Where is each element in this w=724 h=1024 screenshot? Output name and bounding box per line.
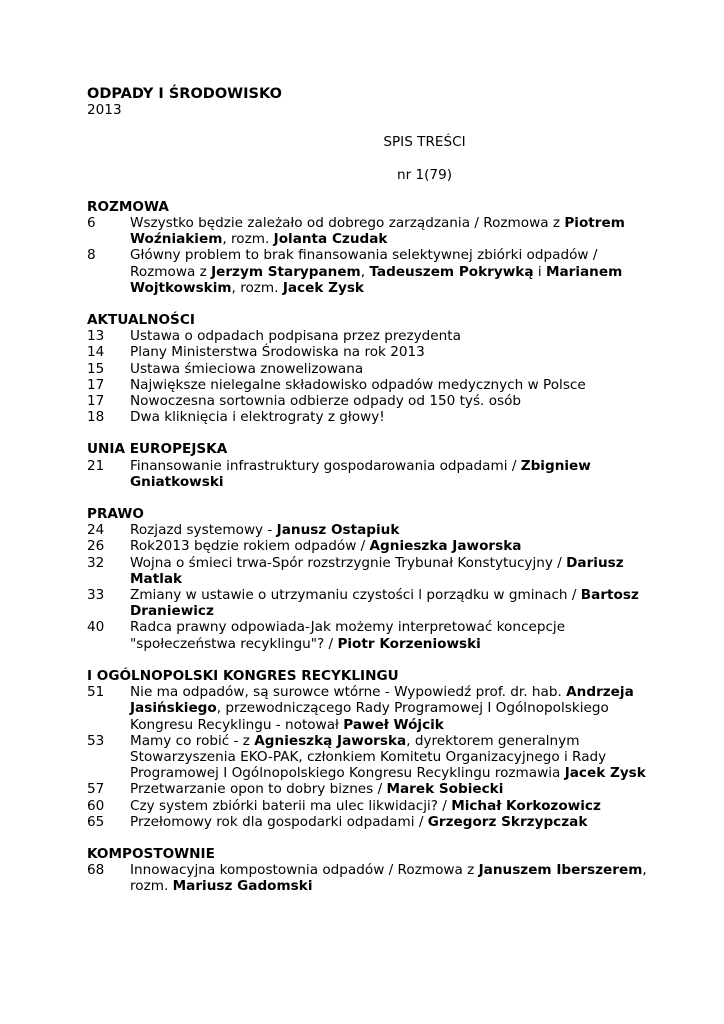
author-name: Andrzeja Jasińskiego bbox=[130, 684, 634, 717]
entry-text bbox=[130, 684, 647, 733]
page-number: 6 bbox=[87, 215, 96, 232]
toc-entry bbox=[87, 215, 647, 247]
entry-text-part: Rok2013 będzie rokiem odpadów / bbox=[130, 538, 370, 555]
page-number: 57 bbox=[87, 781, 105, 798]
page-number: 33 bbox=[87, 587, 105, 604]
entry-text bbox=[130, 328, 647, 344]
author-name: Marianem Wojtkowskim bbox=[130, 263, 623, 296]
toc-entry bbox=[87, 522, 647, 538]
page-number: 17 bbox=[87, 376, 105, 393]
entry-text bbox=[130, 522, 647, 538]
page-number: 18 bbox=[87, 409, 105, 426]
entry-text-part: , rozm. bbox=[231, 279, 283, 296]
entry-text-part: Wszystko będzie zależało od dobrego zarządzania / Rozmowa z bbox=[130, 215, 565, 232]
section-heading: ROZMOWA bbox=[87, 198, 169, 215]
toc-entry bbox=[87, 328, 647, 344]
entry-text bbox=[130, 798, 647, 814]
toc-entry bbox=[87, 409, 647, 425]
toc-entry bbox=[87, 733, 647, 782]
entry-text bbox=[130, 814, 647, 830]
document-page bbox=[87, 86, 647, 895]
entry-text bbox=[130, 393, 647, 409]
toc-entry bbox=[87, 458, 647, 490]
entry-text bbox=[130, 344, 647, 360]
page-number: 60 bbox=[87, 797, 105, 814]
entry-text bbox=[130, 733, 647, 782]
toc-entry bbox=[87, 538, 647, 554]
author-name: Jolanta Czudak bbox=[273, 231, 388, 248]
author-name: Piotr Korzeniowski bbox=[337, 635, 481, 652]
page-number: 53 bbox=[87, 732, 105, 749]
toc-entry bbox=[87, 619, 647, 651]
author-name: Paweł Wójcik bbox=[343, 716, 444, 733]
entry-text-part: , dyrektorem generalnym Stowarzyszenia EKO-PAK, członkiem Komitetu Organizacyjnego i Rady Programowej I Ogólnopolskiego Kongresu Recyklingu rozmawia bbox=[130, 732, 607, 782]
entry-text-part: Ustawa o odpadach podpisana przez prezydenta bbox=[130, 328, 461, 345]
entry-text bbox=[130, 587, 647, 619]
author-name: Michał Korkozowicz bbox=[451, 797, 601, 814]
author-name: Dariusz Matlak bbox=[130, 554, 624, 587]
entry-text bbox=[130, 862, 647, 894]
page-number: 15 bbox=[87, 360, 105, 377]
entry-text-part: Nowoczesna sortownia odbierze odpady od 150 tyś. osób bbox=[130, 393, 522, 410]
entry-text bbox=[130, 555, 647, 587]
entry-text bbox=[130, 458, 647, 490]
page-number: 17 bbox=[87, 393, 105, 410]
entry-text bbox=[130, 781, 647, 797]
table-of-contents bbox=[87, 199, 647, 895]
entry-text-part: Czy system zbiórki baterii ma ulec likwidacji? / bbox=[130, 797, 452, 814]
entry-text bbox=[130, 409, 647, 425]
author-name: Grzegorz Skrzypczak bbox=[427, 813, 588, 830]
entry-text-part: , przewodniczącego Rady Programowej I Ogólnopolskiego Kongresu Recyklingu - notował bbox=[130, 700, 609, 733]
toc-entry bbox=[87, 393, 647, 409]
toc-entry bbox=[87, 587, 647, 619]
entry-text bbox=[130, 538, 647, 554]
section-heading: PRAWO bbox=[87, 506, 144, 523]
entry-text-part: Dwa kliknięcia i elektrograty z głowy! bbox=[130, 409, 385, 426]
entry-text-part: Główny problem to brak finansowania selektywnej zbiórki odpadów / Rozmowa z bbox=[130, 247, 598, 280]
entry-text bbox=[130, 361, 647, 377]
toc-entry bbox=[87, 684, 647, 733]
entry-text-part: Przetwarzanie opon to dobry biznes / bbox=[130, 781, 387, 798]
entry-text bbox=[130, 215, 647, 247]
author-name: Januszem Iberszerem bbox=[478, 862, 643, 879]
page-number: 40 bbox=[87, 619, 105, 636]
section-heading: I OGÓLNOPOLSKI KONGRES RECYKLINGU bbox=[87, 667, 399, 684]
toc-entry bbox=[87, 814, 647, 830]
author-name: Marek Sobiecki bbox=[386, 781, 504, 798]
page-number: 32 bbox=[87, 554, 105, 571]
author-name: Janusz Ostapiuk bbox=[276, 522, 400, 539]
toc-label: SPIS TREŚCI bbox=[383, 134, 466, 151]
toc-entry bbox=[87, 781, 647, 797]
entry-text bbox=[130, 619, 647, 651]
entry-text-part: , rozm. bbox=[130, 862, 647, 895]
toc-entry bbox=[87, 247, 647, 296]
publication-title: ODPADY I ŚRODOWISKO bbox=[87, 86, 282, 102]
author-name: Jacek Zysk bbox=[564, 765, 646, 782]
toc-entry bbox=[87, 798, 647, 814]
entry-text-part: Rozjazd systemowy - bbox=[130, 522, 277, 539]
entry-text-part: Największe nielegalne składowisko odpadów medycznych w Polsce bbox=[130, 376, 586, 393]
entry-text-part: , bbox=[360, 263, 370, 280]
entry-text bbox=[130, 377, 647, 393]
publication-year: 2013 bbox=[87, 102, 122, 119]
entry-text-part: Radca prawny odpowiada-Jak możemy interpretować koncepcje "społeczeństwa recyklingu"? / bbox=[130, 619, 566, 652]
entry-text-part: Finansowanie infrastruktury gospodarowania odpadami / bbox=[130, 457, 521, 474]
entry-text-part: Plany Ministerstwa Środowiska na rok 2013 bbox=[130, 344, 425, 361]
page-number: 51 bbox=[87, 684, 105, 701]
toc-entry bbox=[87, 361, 647, 377]
page-number: 21 bbox=[87, 457, 105, 474]
author-name: Agnieszka Jaworska bbox=[369, 538, 522, 555]
entry-text bbox=[130, 247, 647, 296]
page-number: 13 bbox=[87, 328, 105, 345]
page-number: 68 bbox=[87, 862, 105, 879]
author-name: Mariusz Gadomski bbox=[172, 878, 313, 895]
entry-text-part: Innowacyjna kompostownia odpadów / Rozmowa z bbox=[130, 862, 479, 879]
section-heading: AKTUALNOŚCI bbox=[87, 312, 195, 329]
author-name: Bartosz Draniewicz bbox=[130, 587, 639, 620]
page-number: 14 bbox=[87, 344, 105, 361]
toc-entry bbox=[87, 555, 647, 587]
entry-text-part: Wojna o śmieci trwa-Spór rozstrzygnie Trybunał Konstytucyjny / bbox=[130, 554, 567, 571]
author-name: Agnieszką Jaworska bbox=[254, 732, 407, 749]
entry-text-part: Ustawa śmieciowa znowelizowana bbox=[130, 360, 364, 377]
author-name: Piotrem Woźniakiem bbox=[130, 215, 625, 248]
toc-entry bbox=[87, 862, 647, 894]
entry-text-part: Zmiany w ustawie o utrzymaniu czystości l porządku w gminach / bbox=[130, 587, 581, 604]
entry-text-part: i bbox=[533, 263, 546, 280]
issue-number: nr 1(79) bbox=[396, 166, 453, 183]
author-name: Tadeuszem Pokrywką bbox=[369, 263, 534, 280]
author-name: Jerzym Starypanem bbox=[211, 263, 361, 280]
page-number: 24 bbox=[87, 522, 105, 539]
entry-text-part: Nie ma odpadów, są surowce wtórne - Wypowiedź prof. dr. hab. bbox=[130, 684, 567, 701]
entry-text-part: , rozm. bbox=[222, 231, 274, 248]
toc-entry bbox=[87, 344, 647, 360]
page-number: 8 bbox=[87, 247, 96, 264]
section-heading: UNIA EUROPEJSKA bbox=[87, 441, 228, 458]
entry-text-part: Przełomowy rok dla gospodarki odpadami / bbox=[130, 813, 428, 830]
author-name: Jacek Zysk bbox=[282, 279, 364, 296]
page-number: 26 bbox=[87, 538, 105, 555]
page-number: 65 bbox=[87, 813, 105, 830]
entry-text-part: Mamy co robić - z bbox=[130, 732, 255, 749]
toc-entry bbox=[87, 377, 647, 393]
author-name: Zbigniew Gniatkowski bbox=[130, 457, 591, 490]
section-heading: KOMPOSTOWNIE bbox=[87, 845, 215, 862]
